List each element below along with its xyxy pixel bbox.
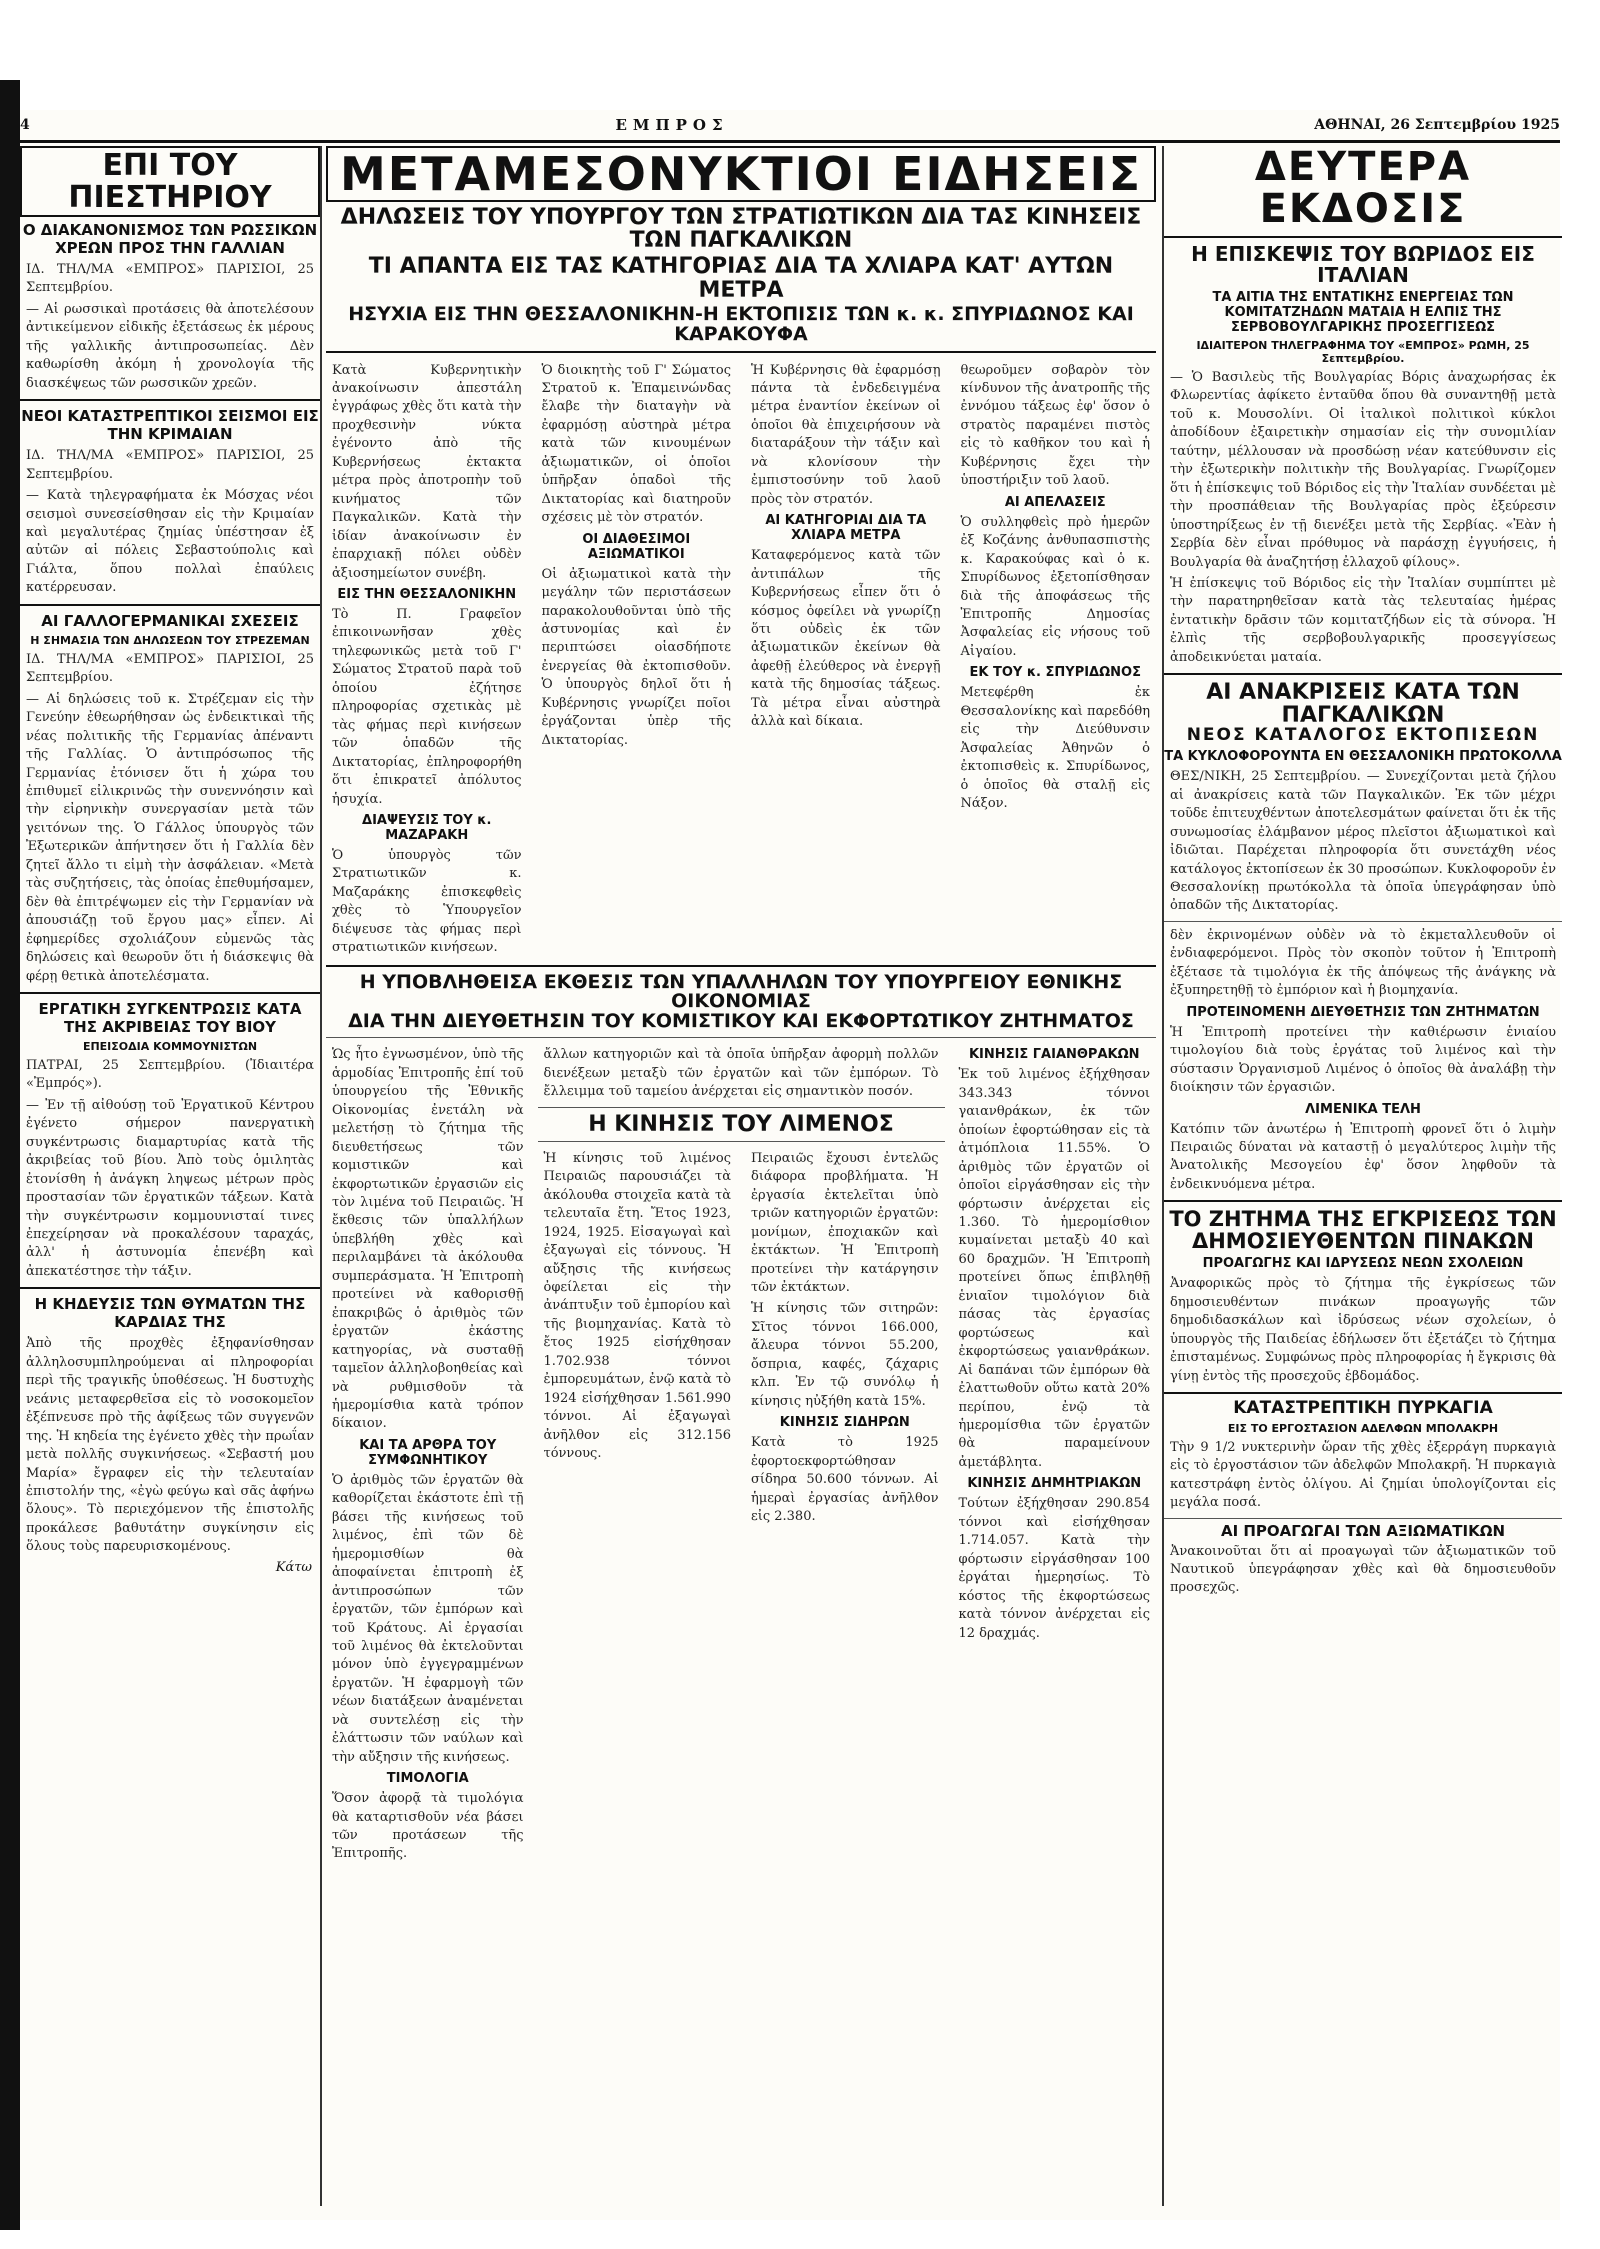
article-body: δὲν ἐκρινομένων οὐδὲν νὰ τὸ ἐκμεταλλευθοῦν οἱ ἐνδιαφερόμενοι. Πρὸς τὸν σκοπὸν τοῦτον ἡ Ἐπιτροπὴ ἐξέτασε τὰ τιμολόγια ἐκ τῆς ἀπόψεως τῆς ἀνάγκης νὰ ἐξυπηρετηθῇ τὸ ἐμπόριον καὶ ἡ βιομηχανία. (1170, 927, 1556, 999)
article-body: Ὅσον ἀφορᾷ τὰ τιμολόγια θὰ καταρτισθοῦν νέα βάσει τῶν προτάσεων τῆς Ἐπιτροπῆς. (332, 1791, 524, 1862)
newspaper-page (20, 110, 1560, 2220)
subheadline: ΤΙΜΟΛΟΓΙΑ (386, 1771, 469, 1787)
article-body: Ἀναφορικῶς πρὸς τὸ ζήτημα τῆς ἐγκρίσεως τῶν δημοσιευθέντων πινάκων προαγωγῆς τῶν δημοδιδασκάλων καὶ ἱδρύσεως νέων σχολείων, ὁ ὑπουργὸς τῆς Παιδείας ἐδήλωσεν ὅτι ἐξετάζει τὸ ζήτημα ἐπισταμένως. Συμφώνως πρὸς πληροφορίας ἡ ἔγκρισις θὰ γίνῃ ἐντὸς τῆς προσεχοῦς ἑβδομάδος. (1170, 1276, 1556, 1384)
deck-3: ΗΣΥΧΙΑ ΕΙΣ ΤΗΝ ΘΕΣΣΑΛΟΝΙΚΗΝ-Η ΕΚΤΟΠΙΣΙΣ ΤΩΝ κ. κ. ΣΠΥΡΙΔΩΝΟΣ ΚΑΙ ΚΑΡΑΚΟΥΦΑ (348, 302, 1134, 345)
subheadline: ΕΙΣ ΤΟ ΕΡΓΟΣΤΑΣΙΟΝ ΑΔΕΛΦΩΝ ΜΠΟΛΑΚΡΗ (1227, 1422, 1499, 1435)
article-body: — Αἱ δηλώσεις τοῦ κ. Στρέζεμαν εἰς τὴν Γενεύην ἐθεωρήθησαν ὡς ἐνδεικτικαὶ τῆς νέας πολιτικῆς τῆς Γερμανίας ἀπέναντι τῆς Γαλλίας. Ὁ ἀντιπρόσωπος τῆς Γερμανίας ἐτόνισεν ὅτι ἡ χώρα του ἐπιθυμεῖ εἰλικρινῶς τὴν συνεννόησιν καὶ τὴν εἰρηνικὴν συνεργασίαν μετὰ τῶν γειτόνων της. Ὁ Γάλλος ὑπουργὸς τῶν Ἐξωτερικῶν ἀπήντησεν ὅτι ἡ Γαλλία δὲν ζητεῖ ἄλλο τι εἰμὴ τὴν ἀσφάλειαν. «Μετὰ τὰς συζητήσεις, τὰς ὁποίας ἐπεθυμήσαμεν, δὲν θὰ ἐπιτρέψωμεν εἰς τὴν Γερμανίαν νὰ ἀπουσιάζῃ τοῦ ἔργου μας» εἶπεν. Αἱ ἐφημερίδες σχολιάζουν εὐμενῶς τὰς δηλώσεις καὶ θεωροῦν ὅτι ἡ διάσκεψις θὰ φέρῃ θετικὰ ἀποτελέσματα. (26, 691, 314, 984)
article-body: Ἡ κίνησις τοῦ λιμένος Πειραιῶς παρουσιάζει τὰ ἀκόλουθα στοιχεῖα κατὰ τὰ τελευταῖα ἔτη. Ἔτος 1923, 1924, 1925. Εἰσαγωγαὶ καὶ ἐξαγωγαὶ εἰς τόννους. Ἡ αὔξησις τῆς κινήσεως ὀφείλεται εἰς τὴν ἀνάπτυξιν τοῦ ἐμπορίου καὶ τῆς βιομηχανίας. Κατὰ τὸ ἔτος 1925 εἰσήχθησαν 1.702.938 τόννοι ἐμπορευμάτων, ἐνῷ κατὰ τὸ 1924 εἰσήχθησαν 1.561.990 τόννοι. Αἱ ἐξαγωγαὶ ἀνῆλθον εἰς 312.156 τόννους. (543, 1150, 731, 1462)
port-headline: Η ΚΙΝΗΣΙΣ ΤΟΥ ΛΙΜΕΝΟΣ (588, 1111, 894, 1137)
headline: ΤΟ ΖΗΤΗΜΑ ΤΗΣ ΕΓΚΡΙΣΕΩΣ ΤΩΝ ΔΗΜΟΣΙΕΥΘΕΝΤΩΝ ΠΙΝΑΚΩΝ (1169, 1207, 1557, 1254)
article-body: Τὸ Π. Γραφεῖον ἐπικοινωνῆσαν χθὲς τηλεφωνικῶς μετὰ τοῦ Γ' Σώματος Στρατοῦ παρὰ τοῦ ὁποίου ἐζήτησε πληροφορίας σχετικὰς μὲ τὰς φήμας περὶ κινήσεων τῶν ὁπαδῶν τῆς Δικτατορίας, ἐπληροφορήθη ὅτι ἐπικρατεῖ ἀπόλυτος ἡσυχία. (332, 606, 522, 807)
article-funeral (20, 1295, 320, 1574)
left-column (20, 146, 322, 2206)
issue-date: ΑΘΗΝΑΙ, 26 Σεπτεμβρίου 1925 (1314, 117, 1560, 133)
article-workers-rally (20, 1000, 320, 1281)
subheadline: ΠΡΟΤΕΙΝΟΜΕΝΗ ΔΙΕΥΘΕΤΗΣΙΣ ΤΩΝ ΖΗΤΗΜΑΤΩΝ (1186, 1004, 1540, 1020)
article-body: ΘΕΣ/ΝΙΚΗ, 25 Σεπτεμβρίου. — Συνεχίζονται μετὰ ζήλου αἱ ἀνακρίσεις κατὰ τῶν Παγκαλικῶν. Ἐκ τῶν μέχρι τοῦδε ἐπιτευχθέντων ἀποτελεσμάτων φαίνεται ὅτι ἐκ τῆς συνωμοσίας ἐλάμβανον μέρος πλεῖστοι ἀξιωματικοὶ καὶ ἰδιῶται. Παρέχεται πληροφορία ὅτι συνετάχθη νέος κατάλογος ἐκτοπίσεων ἐκ 30 προσώπων. Κυκλοφοροῦν ἐν Θεσσαλονίκῃ πρωτόκολλα τὰ ὁποῖα ὑπεγράφησαν ὑπὸ ὀπαδῶν τῆς Δικτατορίας. (1170, 769, 1556, 914)
report-headline: Η ΥΠΟΒΛΗΘΕΙΣΑ ΕΚΘΕΣΙΣ ΤΩΝ ΥΠΑΛΛΗΛΩΝ ΤΟΥ ΥΠΟΥΡΓΕΙΟΥ ΕΘΝΙΚΗΣ ΟΙΚΟΝΟΜΙΑΣ (359, 970, 1123, 1013)
subheadline: ΕΚ ΤΟΥ κ. ΣΠΥΡΙΔΩΝΟΣ (969, 665, 1141, 681)
article-body: Ὡς ἦτο ἐγνωσμένον, ὑπὸ τῆς ἁρμοδίας Ἐπιτροπῆς ἐπί τοῦ ὑπουργείου τῆς Ἐθνικῆς Οἰκονομίας ἐνετάλη νὰ μελετήσῃ τὸ ζήτημα τῆς διευθετήσεως τῶν κομιστικῶν καὶ ἐκφορτωτικῶν ἐργασιῶν εἰς τὸν λιμένα τοῦ Πειραιῶς. Ἡ ἔκθεσις τῶν ὑπαλλήλων ὑπεβλήθη χθὲς καὶ περιλαμβάνει τὰ ἀκόλουθα συμπεράσματα. Ἡ Ἐπιτροπὴ προτείνει νὰ καθορισθῇ ἐπακριβῶς ὁ ἀριθμὸς τῶν ἐργατῶν ἐκάστης κατηγορίας, νὰ συσταθῇ ταμεῖον ἀλληλοβοηθείας καὶ νὰ ρυθμισθοῦν τὰ ἡμερομίσθια κατὰ τρόπον δίκαιον. (332, 1047, 524, 1432)
article-body: Πειραιῶς ἔχουσι ἐντελῶς διάφορα προβλήματα. Ἡ ἐργασία ἐκτελεῖται ὑπὸ τριῶν κατηγοριῶν ἐργατῶν: μονίμων, ἐποχιακῶν καὶ ἐκτάκτων. Ἡ Ἐπιτροπὴ προτείνει τὴν κατάργησιν τῶν ἐκτάκτων. (751, 1150, 939, 1295)
headline: ΕΡΓΑΤΙΚΗ ΣΥΓΚΕΝΤΡΩΣΙΣ ΚΑΤΑ ΤΗΣ ΑΚΡΙΒΕΙΑΣ ΤΟΥ ΒΙΟΥ (38, 999, 302, 1036)
article-body: Ἡ Κυβέρνησις θὰ ἐφαρμόσῃ πάντα τὰ ἐνδεδειγμένα μέτρα ἐναντίον ἐκείνων οἱ ὁποῖοι θὰ ἐπιχειρήσουν νὰ διαταράξουν τὴν τάξιν καὶ νὰ κλονίσουν τὴν ἐμπιστοσύνην τοῦ λαοῦ πρὸς τὸν στρατόν. (751, 362, 941, 507)
left-column-title: ΕΠΙ ΤΟΥ ΠΙΕΣΤΗΡΙΟΥ (68, 148, 272, 215)
article-body: Κατὰ Κυβερνητικὴν ἀνακοίνωσιν ἀπεστάλη ἐγγράφως χθὲς ὅτι κατὰ τὴν προχθεσινὴν νύκτα ἐγένοντο ἀπὸ τῆς Κυβερνήσεως ἐκτακτα μέτρα πρὸς ἀποτροπὴν τοῦ κινήματος τῶν Παγκαλικῶν. Κατὰ τὴν ἰδίαν ἀνακοίνωσιν ἐν ἐπαρχιακῇ πόλει οὐδὲν ἀξιοσημείωτον συνέβη. (332, 362, 522, 581)
subheadline: ΕΙΣ ΤΗΝ ΘΕΣΣΑΛΟΝΙΚΗΝ (337, 586, 517, 602)
subheadline: ΠΡΟΑΓΩΓΗΣ ΚΑΙ ΙΔΡΥΣΕΩΣ ΝΕΩΝ ΣΧΟΛΕΙΩΝ (1202, 1256, 1524, 1272)
article-body: Καταφερόμενος κατὰ τῶν ἀντιπάλων τῆς Κυβερνήσεως εἶπεν ὅτι ὁ κόσμος ὀφείλει νὰ γνωρίζῃ ὅτι οὐδεὶς ἐκ τῶν ἀξιωματικῶν ἐκείνων θὰ ἀφεθῇ ἐλεύθερος νὰ ἐνεργῇ κατὰ τῆς δημοσίας τάξεως. Τὰ μέτρα εἶναι αὐστηρὰ ἀλλὰ καὶ δίκαια. (751, 548, 941, 730)
article-body: ἄλλων κατηγοριῶν καὶ τὰ ὁποῖα ὑπῆρξαν ἀφορμὴ πολλῶν διενέξεων μεταξὺ τῶν ἐργατῶν καὶ τῶν ἐμπόρων. Τὸ ἔλλειμμα τοῦ ταμείου ἀνέρχεται εἰς σημαντικὸν ποσόν. (543, 1047, 939, 1100)
article-body: Ἡ κίνησις τῶν σιτηρῶν: Σῖτος τόννοι 166.000, ἄλευρα τόννοι 55.200, ὄσπρια, καφές, ζάχαρις κλπ. Ἐν τῷ συνόλῳ ἡ κίνησις ηὐξήθη κατὰ 15%. (751, 1301, 939, 1409)
article-body: — Ἐν τῇ αἰθούσῃ τοῦ Ἐργατικοῦ Κέντρου ἐγένετο σήμερον πανεργατικὴ συγκέντρωσις διαμαρτυρίας κατὰ τῆς ἀκριβείας τοῦ βίου. Ἀπὸ τοὺς ὁμιλητὰς ἐτονίσθη ἡ ἀνάγκη ληψεως μέτρων πρὸς προστασίαν τῶν ἐργατικῶν τάξεων. Κατὰ τὴν συγκέντρωσιν κομμουνισταί τινες ἐπεχείρησαν νὰ προκαλέσουν ταραχάς, ἀλλ' ἡ ἀστυνομία ἐπενέβη καὶ ἀπεκατέστησε τὴν τάξιν. (26, 1097, 314, 1279)
subheadline: ΕΠΕΙΣΟΔΙΑ ΚΟΜΜΟΥΝΙΣΤΩΝ (82, 1039, 258, 1053)
headline: Η ΕΠΙΣΚΕΨΙΣ ΤΟΥ ΒΩΡΙΔΟΣ ΕΙΣ ΙΤΑΛΙΑΝ (1191, 242, 1535, 287)
page-binding-edge (0, 80, 20, 2230)
headline: ΑΙ ΓΑΛΛΟΓΕΡΜΑΝΙΚΑΙ ΣΧΕΣΕΙΣ (41, 611, 299, 630)
subheadline: ΚΑΙ ΤΑ ΑΡΘΡΑ ΤΟΥ ΣΥΜΦΩΝΗΤΙΚΟΥ (359, 1437, 497, 1468)
subheadline: ΤΑ ΚΥΚΛΟΦΟΡΟΥΝΤΑ ΕΝ ΘΕΣΣΑΛΟΝΙΚΗ ΠΡΩΤΟΚΟΛΛΑ (1164, 749, 1562, 765)
signature: Κάτω (275, 1559, 312, 1575)
headline: Η ΚΗΔΕΥΣΙΣ ΤΩΝ ΘΥΜΑΤΩΝ ΤΗΣ ΚΑΡΔΙΑΣ ΤΗΣ (34, 1295, 306, 1332)
article-body: — Ὁ Βασιλεὺς τῆς Βουλγαρίας Βόρις ἀναχωρήσας ἐκ Φλωρεντίας ἀφίκετο ἐνταῦθα ὅπου θὰ συναντηθῇ μετὰ τοῦ κ. Μουσολίνι. Οἱ ἰταλικοὶ πολιτικοὶ κύκλοι ἀποδίδουν ἐξαιρετικὴν σημασίαν εἰς τὴν συνομιλίαν ταύτην, μέλλουσαν νὰ προσδώσῃ νέαν κατεύθυνσιν εἰς τὴν ἐξωτερικὴν πολιτικὴν τῆς Βουλγαρίας. Γνωρίζομεν ὅτι ἡ ἐπίσκεψις τοῦ Βόριδος εἰς τὴν Ἰταλίαν συνδέεται μὲ τὴν προσπάθειαν τῆς Βουλγαρίας πρὸς ἐξεύρεσιν ὑποστηρίξεως ἐν τῇ διενέξει μετὰ τῆς Σερβίας. «Ἐὰν ἡ Σερβία δὲν εἶναι πρόθυμος νὰ παράσχῃ ἐγγυήσεις, ἡ Βουλγαρία θὰ ἀναζητήσῃ ἐλλαχοῦ φίλους». (1170, 370, 1556, 570)
dateline: ΙΔ. ΤΗΛ/ΜΑ «ΕΜΠΡΟΣ» ΠΑΡΙΣΙΟΙ, 25 Σεπτεμβρίου. (26, 262, 314, 296)
subheadline: ΚΙΝΗΣΙΣ ΣΙΔΗΡΩΝ (779, 1415, 910, 1431)
article-body: Ἡ Ἐπιτροπὴ προτείνει τὴν καθιέρωσιν ἑνιαίου τιμολογίου διὰ τοὺς ἐργάτας τοῦ λιμένος καὶ τὴν σύστασιν Ὀργανισμοῦ Λιμένος ὁ ὁποῖος θὰ ἀναλάβῃ τὴν διοίκησιν τῶν ἐργασιῶν. (1170, 1024, 1556, 1096)
report-columns (326, 1043, 1156, 2223)
dateline: ΠΑΤΡΑΙ, 25 Σεπτεμβρίου. (Ἰδιαιτέρα «Ἐμπρός»). (26, 1057, 314, 1092)
article-crimea-earthquakes (20, 407, 320, 598)
deck-2: ΤΙ ΑΠΑΝΤΑ ΕΙΣ ΤΑΣ ΚΑΤΗΓΟΡΙΑΣ ΔΙΑ ΤΑ ΧΛΙΑΡΑ ΚΑΤ' ΑΥΤΩΝ ΜΕΤΡΑ (368, 254, 1114, 303)
subheadline: ΝΕΟΣ ΚΑΤΑΛΟΓΟΣ ΕΚΤΟΠΙΣΕΩΝ (1186, 725, 1540, 746)
headline: ΑΙ ΑΝΑΚΡΙΣΕΙΣ ΚΑΤΑ ΤΩΝ ΠΑΓΚΑΛΙΚΩΝ (1206, 680, 1520, 729)
article-body: Ἐκ τοῦ λιμένος ἐξήχθησαν 343.343 τόννοι γαιανθράκων, ἐκ τῶν ὁποίων ἐφορτώθησαν εἰς τὰ ἀτμόπλοια 11.55%. Ὁ ἀριθμὸς τῶν ἐργατῶν οἱ ὁποῖοι εἰργάσθησαν εἰς τὴν φόρτωσιν ἀνέρχεται εἰς 1.360. Τὸ ἡμερομίσθιον κυμαίνεται μεταξὺ 40 καὶ 60 δραχμῶν. Ἡ Ἐπιτροπὴ προτείνει ὅπως ἐπιβληθῇ ἑνιαῖον τιμολόγιον διὰ πάσας τὰς ἐργασίας φορτώσεως καὶ ἐκφορτώσεως γαιανθράκων. Αἱ δαπάναι τῶν ἐμπόρων θὰ ἐλαττωθοῦν οὕτω κατὰ 20% περίπου, ἐνῷ τὰ ἡμερομίσθια τῶν ἐργατῶν θὰ παραμείνουν ἀμετάβλητα. (958, 1067, 1150, 1470)
article-body: Ἀνακοινοῦται ὅτι αἱ προαγωγαὶ τῶν ἀξιωματικῶν τοῦ Ναυτικοῦ ὑπεγράφησαν χθὲς καὶ θὰ δημοσιευθοῦν προσεχῶς. (1170, 1543, 1556, 1596)
report-subheadline: ΔΙΑ ΤΗΝ ΔΙΕΥΘΕΤΗΣΙΝ ΤΟΥ ΚΟΜΙΣΤΙΚΟΥ ΚΑΙ ΕΚΦΟΡΤΩΤΙΚΟΥ ΖΗΤΗΜΑΤΟΣ (348, 1010, 1134, 1033)
masthead (20, 110, 1560, 143)
article-body: — Αἱ ρωσσικαὶ προτάσεις θὰ ἀποτελέσουν ἀντικείμενον εἰδικῆς ἐξετάσεως ἐκ μέρους τῆς γαλλικῆς ἀντιπροσωπείας. Δὲν καθωρίσθη ἀκόμη ἡ χρονολογία τῆς διασκέψεως τῶν ρωσσικῶν χρεῶν. (26, 301, 314, 391)
article-body: Ὁ ὑπουργὸς τῶν Στρατιωτικῶν κ. Μαζαράκης ἐπισκεφθεὶς χθὲς τὸ Ὑπουργεῖον διέψευσε τὰς φήμας περὶ στρατιωτικῶν κινήσεων. (332, 847, 522, 956)
newspaper-name: ΕΜΠΡΟΣ (615, 116, 729, 134)
subheadline: ΛΙΜΕΝΙΚΑ ΤΕΛΗ (1305, 1101, 1421, 1117)
article-body: Ὁ συλληφθεὶς πρὸ ἡμερῶν ἐξ Κοζάνης ἀνθυπασπιστὴς κ. Καρακούφας καὶ ὁ κ. Σπυρίδωνος ἐξετοπίσθησαν διὰ τῆς ἀποφάσεως τῆς Ἐπιτροπῆς Δημοσίας Ἀσφαλείας εἰς νήσους τοῦ Αἰγαίου. (960, 514, 1150, 659)
article-russian-debts (20, 221, 320, 393)
article-body: Κατόπιν τῶν ἀνωτέρω ἡ Ἐπιτροπὴ φρονεῖ ὅτι ὁ λιμὴν Πειραιῶς δύναται νὰ καταστῇ ὁ μεγαλύτερος λιμὴν τῆς Ἀνατολικῆς Μεσογείου ἐφ' ὅσον ληφθοῦν τὰ ἐνδεικνυόμενα μέτρα. (1170, 1121, 1556, 1192)
article-body: Τούτων ἐξήχθησαν 290.854 τόννοι καὶ εἰσήχθησαν 1.714.057. Κατὰ τὴν φόρτωσιν εἰργάσθησαν 100 ἐργάται ἡμερησίως. Τὸ κόστος τῆς ἐκφορτώσεως κατὰ τόννον ἀνέρχεται εἰς 12 δραχμάς. (958, 1496, 1150, 1641)
article-body: Οἱ ἀξιωματικοὶ κατὰ τὴν μεγάλην τῶν περιστάσεων παρακολουθοῦνται ὑπὸ τῆς ἀστυνομίας καὶ ἐν περιπτώσει οἱασδήποτε ἐνεργείας θὰ ἐκτοπισθοῦν. Ὁ ὑπουργὸς δηλοῖ ὅτι ἡ Κυβέρνησις γνωρίζει ποῖοι ἐργάζονται ὑπὲρ τῆς Δικτατορίας. (541, 566, 731, 748)
headline: ΝΕΟΙ ΚΑΤΑΣΤΡΕΠΤΙΚΟΙ ΣΕΙΣΜΟΙ ΕΙΣ ΤΗΝ ΚΡΙΜΑΙΑΝ (21, 407, 319, 444)
subheadline: ΑΙ ΚΑΤΗΓΟΡΙΑΙ ΔΙΑ ΤΑ ΧΛΙΑΡΑ ΜΕΤΡΑ (765, 513, 927, 544)
center-section (326, 146, 1156, 2223)
subheadline: ΚΙΝΗΣΙΣ ΔΗΜΗΤΡΙΑΚΩΝ (967, 1476, 1142, 1492)
article-franco-german (20, 612, 320, 986)
subheadline: ΚΙΝΗΣΙΣ ΓΑΙΑΝΘΡΑΚΩΝ (968, 1047, 1140, 1063)
midnight-news-columns (326, 359, 1156, 959)
article-body: Ἀπὸ τῆς προχθὲς ἐξηφανίσθησαν ἀλληλοσυμπληρούμεναι αἱ πληροφορίαι περὶ τῆς τραγικῆς ὑποθέσεως. Ἡ δυστυχὴς νεάνις μεταφερθεῖσα εἰς τὸ νοσοκομεῖον ἐξέπνευσε πρὸ τῆς ἀφίξεως τῶν συγγενῶν της. Ἡ κηδεία της ἐγένετο χθὲς τὴν πρωΐαν μετὰ πολλῆς συγκινήσεως. «Σεβαστή μου Μαρία» ἔγραφεν εἰς τὴν τελευταίαν ἐπιστολήν της, «ἐγὼ φεύγω καὶ σᾶς ἀφήνω ὅλους». Τὸ περιεχόμενον τῆς ἐπιστολῆς προκάλεσε βαθυτάτην συγκίνησιν εἰς ὅλους τοὺς παρευρισκομένους. (26, 1336, 314, 1555)
article-body: — Κατὰ τηλεγραφήματα ἐκ Μόσχας νέοι σεισμοὶ συνεσείσθησαν εἰς τὴν Κριμαίαν καὶ μεγαλυτέρας ζημίας ὑπέστησαν ἐξ αὐτῶν αἱ πόλεις Σεβαστούπολις καὶ Γιάλτα, ὅπου πολλαὶ ἐπαύλεις κατέρρευσαν. (26, 488, 314, 596)
headline: ΑΙ ΠΡΟΑΓΩΓΑΙ ΤΩΝ ΑΞΙΩΜΑΤΙΚΩΝ (1220, 1521, 1506, 1540)
subheadline: ΟΙ ΔΙΑΘΕΣΙΜΟΙ ΑΞΙΩΜΑΤΙΚΟΙ (582, 531, 691, 562)
subheadline: ΑΙ ΑΠΕΛΑΣΕΙΣ (1004, 494, 1106, 510)
main-headline: ΜΕΤΑΜΕΣΟΝΥΚΤΙΟΙ ΕΙΔΗΣΕΙΣ (339, 147, 1143, 201)
deck-1: ΔΗΛΩΣΕΙΣ ΤΟΥ ΥΠΟΥΡΓΟΥ ΤΩΝ ΣΤΡΑΤΙΩΤΙΚΩΝ ΔΙΑ ΤΑΣ ΚΙΝΗΣΕΙΣ ΤΩΝ ΠΑΓΚΑΛΙΚΩΝ (340, 205, 1142, 254)
subheadline: ΔΙΑΨΕΥΣΙΣ ΤΟΥ κ. ΜΑΖΑΡΑΚΗ (362, 812, 492, 843)
headline: ΚΑΤΑΣΤΡΕΠΤΙΚΗ ΠΥΡΚΑΓΙΑ (1233, 1398, 1493, 1419)
article-body: Ἡ ἐπίσκεψις τοῦ Βόριδος εἰς τὴν Ἰταλίαν συμπίπτει μὲ τὴν παρατηρηθεῖσαν κατὰ τὰς τελευταίας ἡμέρας ἐντατικὴν δρᾶσιν τῶν κομιτατζήδων εἰς τὰ σύνορα. Ἡ ἐλπὶς τῆς σερβοβουλγαρικῆς προσεγγίσεως ἀποδεικνύεται ματαία. (1170, 575, 1556, 665)
article-body: Τὴν 9 1/2 νυκτερινὴν ὥραν τῆς χθὲς ἐξερράγη πυρκαγιὰ εἰς τὸ ἐργοστάσιον τῶν ἀδελφῶν Μπολακρῆ. Ἡ πυρκαγιὰ κατεστράφη ἐντὸς ὀλίγου. Αἱ ζημίαι ὑπολογίζονται εἰς μεγάλα ποσά. (1170, 1440, 1556, 1511)
dateline: ΙΔ. ΤΗΛ/ΜΑ «ΕΜΠΡΟΣ» ΠΑΡΙΣΙΟΙ, 25 Σεπτεμβρίου. (26, 448, 314, 482)
second-edition-title: ΔΕΥΤΕΡΑ ΕΚΔΟΣΙΣ (1254, 146, 1472, 232)
article-body: θεωροῦμεν σοβαρὸν τὸν κίνδυνον τῆς ἀνατροπῆς τῆς ἐννόμου τάξεως ἐφ' ὅσον ὁ στρατὸς παραμένει πιστὸς εἰς τὸ καθῆκον του καὶ ἡ Κυβέρνησις ἔχει τὴν ὑποστήριξιν τοῦ λαοῦ. (960, 362, 1150, 489)
article-body: Μετεφέρθη ἐκ Θεσσαλονίκης καὶ παρεδόθη εἰς τὴν Διεύθυνσιν Ἀσφαλείας Ἀθηνῶν ὁ ἐκτοπισθεὶς κ. Σπυρίδωνος, ὁ ὁποῖος θὰ σταλῇ εἰς Νάξον. (960, 685, 1150, 812)
page-number: 4 (20, 117, 30, 133)
article-body: Ὁ διοικητὴς τοῦ Γ' Σώματος Στρατοῦ κ. Ἐπαμεινώνδας ἔλαβε τὴν διαταγὴν νὰ ἐφαρμόσῃ αὐστηρὰ μέτρα κατὰ τῶν κινουμένων ἀξιωματικῶν, οἱ ὁποῖοι ὑπῆρξαν ὁπαδοὶ τῆς Δικτατορίας καὶ διατηροῦν σχέσεις μὲ τὸν στρατόν. (541, 362, 731, 526)
dateline: ΙΔ. ΤΗΛ/ΜΑ «ΕΜΠΡΟΣ» ΠΑΡΙΣΙΟΙ, 25 Σεπτεμβρίου. (26, 651, 314, 686)
article-body: Κατὰ τὸ 1925 ἐφορτοεκφορτώθησαν σίδηρα 50.600 τόννων. Αἱ ἡμεραὶ ἐργασίας ἀνῆλθον εἰς 2.380. (751, 1435, 939, 1524)
dateline: ΙΔΙΑΙΤΕΡΟΝ ΤΗΛΕΓΡΑΦΗΜΑ ΤΟΥ «ΕΜΠΡΟΣ» ΡΩΜΗ, 25 Σεπτεμβρίου. (1196, 339, 1530, 365)
article-body: Ὁ ἀριθμὸς τῶν ἐργατῶν θὰ καθορίζεται ἑκάστοτε ἐπὶ τῇ βάσει τῆς κινήσεως τοῦ λιμένος, ἐπὶ τῶν δὲ ἡμερομισθίων θὰ ἀποφαίνεται ἐπιτροπὴ ἐξ ἀντιπροσώπων τῶν ἐργατῶν, τῶν ἐμπόρων καὶ τοῦ Κράτους. Αἱ ἐργασίαι τοῦ λιμένος θὰ ἐκτελοῦνται μόνον ὑπὸ ἐγγεγραμμένων ἐργατῶν. Ἡ ἐφαρμογὴ τῶν νέων διατάξεων ἀναμένεται νὰ συντελέσῃ εἰς τὴν ἐλάττωσιν τῶν ναύλων καὶ τὴν αὔξησιν τῆς κινήσεως. (332, 1472, 524, 1765)
subheadline: ΤΑ ΑΙΤΙΑ ΤΗΣ ΕΝΤΑΤΙΚΗΣ ΕΝΕΡΓΕΙΑΣ ΤΩΝ ΚΟΜΙΤΑΤΖΗΔΩΝ ΜΑΤΑΙΑ Η ΕΛΠΙΣ ΤΗΣ ΣΕΡΒΟΒΟΥΛΓΑΡΙΚΗΣ ΠΡΟΣΕΓΓΙΣΕΩΣ (1212, 290, 1514, 335)
subheadline: Η ΣΗΜΑΣΙΑ ΤΩΝ ΔΗΛΩΣΕΩΝ ΤΟΥ ΣΤΡΕΖΕΜΑΝ (30, 633, 310, 647)
right-column (1162, 146, 1562, 2206)
headline: Ο ΔΙΑΚΑΝΟΝΙΣΜΟΣ ΤΩΝ ΡΩΣΣΙΚΩΝ ΧΡΕΩΝ ΠΡΟΣ ΤΗΝ ΓΑΛΛΙΑΝ (22, 221, 318, 257)
